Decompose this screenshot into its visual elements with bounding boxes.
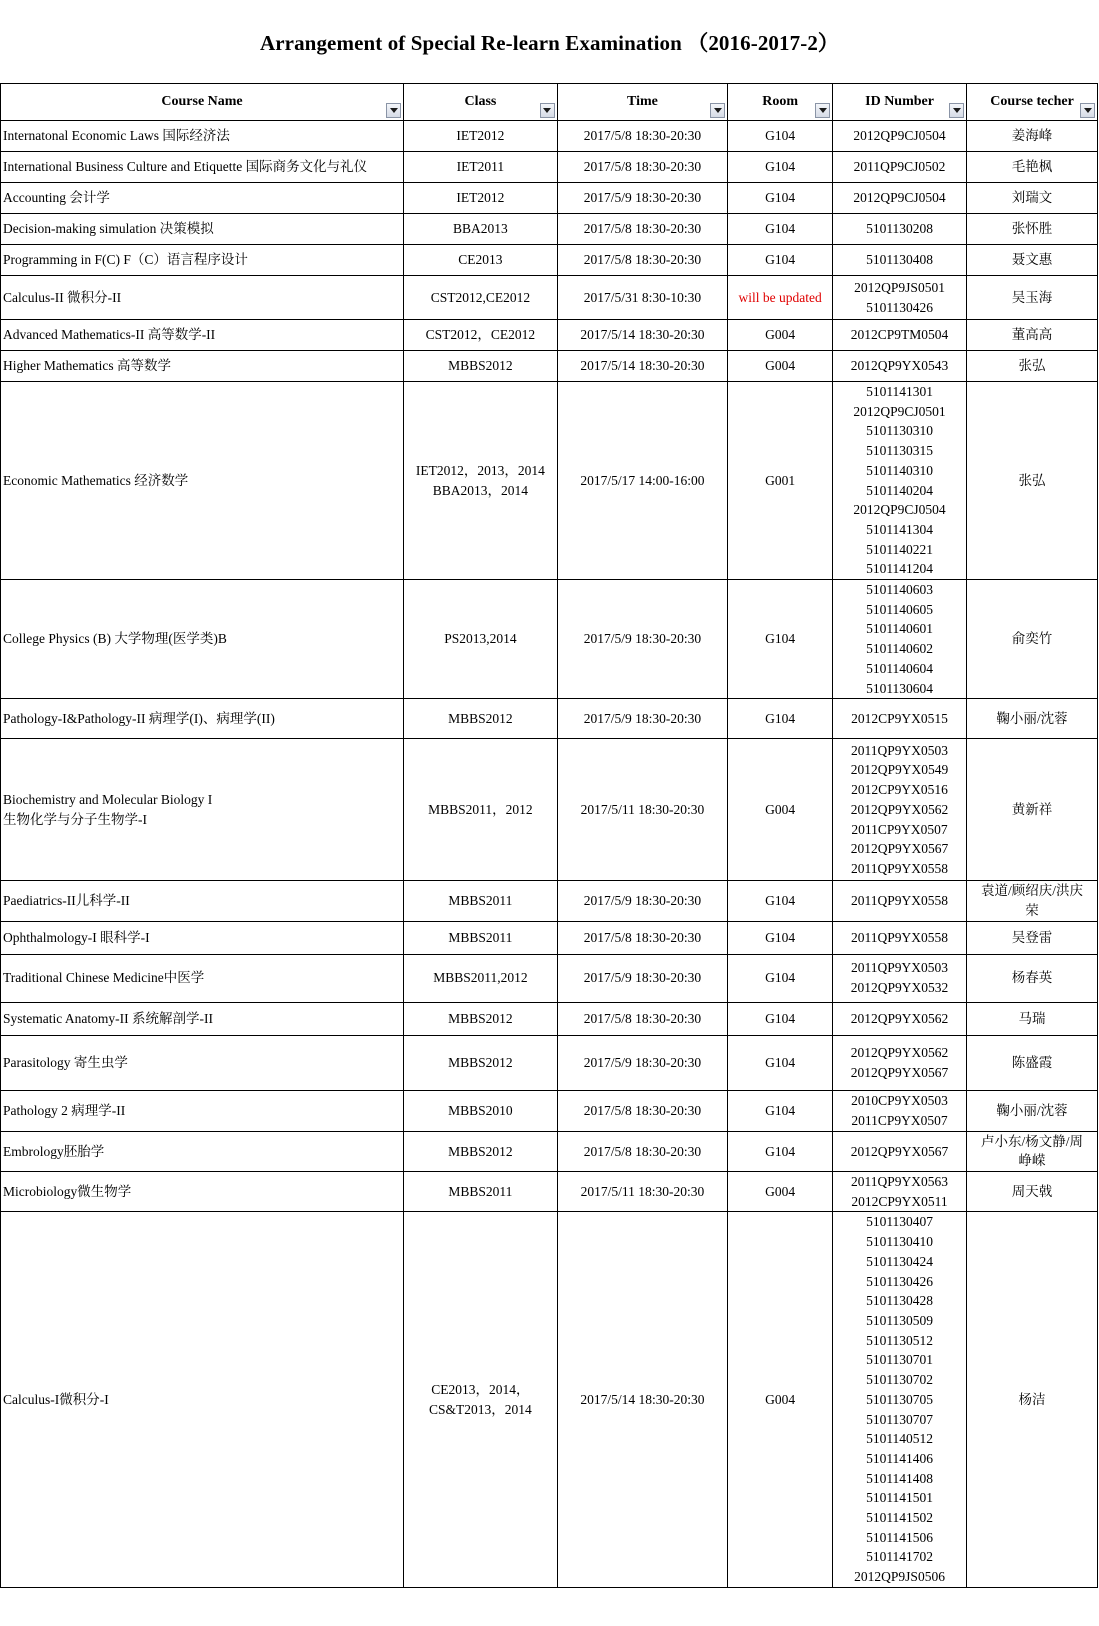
class-cell: [404, 1090, 558, 1131]
class-cell: [404, 1131, 558, 1171]
exam-table: [0, 83, 1098, 1588]
teacher-cell: [967, 245, 1098, 276]
teacher-cell: [967, 276, 1098, 320]
class-cell-line: MBBS2011: [448, 929, 513, 945]
course-name-cell: [1, 351, 404, 382]
id-number-cell-line: 5101130310: [866, 423, 934, 439]
room-cell: G104: [728, 152, 833, 183]
course-name-cell: [1, 1131, 404, 1171]
id-number-cell: [833, 954, 967, 1002]
class-cell-line: MBBS2011,2012: [433, 970, 528, 986]
class-cell-line: IET2012: [456, 128, 505, 144]
table-row: [1, 1002, 1098, 1035]
course-name-cell: [1, 1002, 404, 1035]
room-cell: G004: [728, 351, 833, 382]
id-number-cell: [833, 1131, 967, 1171]
id-number-cell-line: 5101130407: [866, 1214, 934, 1230]
course-name-cell: [1, 214, 404, 245]
filter-dropdown-icon[interactable]: [540, 103, 555, 118]
teacher-cell: [967, 1131, 1098, 1171]
class-cell: [404, 152, 558, 183]
id-number-cell-line: 2012QP9YX0567: [850, 1143, 949, 1159]
table-row: [1, 152, 1098, 183]
room-cell: G104: [728, 121, 833, 152]
id-number-cell-line: 5101140604: [866, 660, 934, 676]
class-cell-line: MBBS2012: [448, 358, 513, 374]
id-number-cell: [833, 382, 967, 580]
teacher-cell-line: 袁道/顾绍庆/洪庆: [981, 883, 1084, 899]
class-cell-line: CE2013，2014，: [431, 1381, 530, 1397]
course-name-cell-line: Embrology胚胎学: [3, 1143, 105, 1159]
time-cell: 2017/5/8 18:30-20:30: [557, 121, 727, 152]
id-number-cell-line: 5101130702: [866, 1372, 934, 1388]
id-number-cell-line: 5101130410: [866, 1234, 934, 1250]
class-cell: [404, 954, 558, 1002]
id-number-cell-line: 2012QP9CJ0504: [853, 502, 946, 518]
id-number-cell-line: 5101141304: [866, 521, 934, 537]
teacher-cell-line: 吴玉海: [1011, 289, 1053, 305]
class-cell-line: IET2012，2013，2014: [415, 462, 545, 478]
class-cell-line: PS2013,2014: [444, 631, 517, 647]
header-room: Room: [728, 84, 833, 121]
room-cell: G004: [728, 739, 833, 881]
id-number-cell-line: 2012CP9TM0504: [850, 327, 949, 343]
class-cell-line: MBBS2011: [448, 1183, 513, 1199]
class-cell-line: MBBS2012: [448, 1054, 513, 1070]
room-cell: G104: [728, 699, 833, 739]
teacher-cell-line: 聂文惠: [1011, 252, 1053, 268]
time-cell: 2017/5/11 18:30-20:30: [557, 739, 727, 881]
class-cell-line: MBBS2011，2012: [428, 801, 533, 817]
course-name-cell-line: Microbiology微生物学: [3, 1183, 132, 1199]
header-course-name: Course Name: [1, 84, 404, 121]
teacher-cell-line: 峥嵘: [1018, 1153, 1046, 1169]
teacher-cell: [967, 320, 1098, 351]
table-row: [1, 382, 1098, 580]
room-cell: G104: [728, 881, 833, 921]
id-number-cell-line: 2011QP9YX0563: [851, 1174, 949, 1190]
course-name-cell-line: Decision-making simulation 决策模拟: [3, 221, 214, 237]
time-cell: 2017/5/8 18:30-20:30: [557, 1131, 727, 1171]
teacher-cell: [967, 881, 1098, 921]
room-cell: G104: [728, 921, 833, 954]
room-cell: G104: [728, 245, 833, 276]
page-title: Arrangement of Special Re-learn Examination （2016-2017-2）: [259, 31, 840, 55]
course-name-cell: [1, 183, 404, 214]
id-number-cell: [833, 121, 967, 152]
class-cell-line: BBA2013，2014: [432, 482, 529, 498]
teacher-cell-line: 俞奕竹: [1011, 631, 1053, 647]
id-number-cell-line: 5101130705: [866, 1391, 934, 1407]
filter-dropdown-icon[interactable]: [949, 103, 964, 118]
id-number-cell-line: 2012QP9YX0562: [850, 1044, 949, 1060]
id-number-cell-line: 2012QP9CJ0504: [853, 128, 946, 144]
class-cell: [404, 351, 558, 382]
room-cell: G104: [728, 1002, 833, 1035]
filter-dropdown-icon[interactable]: [815, 103, 830, 118]
teacher-cell-line: 陈盛霞: [1011, 1054, 1053, 1070]
course-name-cell: [1, 320, 404, 351]
id-number-cell-line: 2012CP9YX0511: [851, 1193, 948, 1209]
teacher-cell-line: 杨洁: [1018, 1391, 1046, 1407]
time-cell: 2017/5/14 18:30-20:30: [557, 1212, 727, 1587]
course-name-cell: [1, 954, 404, 1002]
filter-dropdown-icon[interactable]: [386, 103, 401, 118]
id-number-cell-line: 5101130509: [866, 1312, 934, 1328]
course-name-cell: [1, 580, 404, 699]
id-number-cell-line: 5101130707: [866, 1411, 934, 1427]
id-number-cell-line: 5101130424: [866, 1253, 934, 1269]
class-cell: [404, 1035, 558, 1090]
class-cell-line: CST2012，CE2012: [425, 327, 536, 343]
id-number-cell: [833, 921, 967, 954]
id-number-cell-line: 5101130426: [866, 1273, 934, 1289]
header-time: Time: [557, 84, 727, 121]
header-course-teacher: Course techer: [967, 84, 1098, 121]
class-cell: [404, 183, 558, 214]
room-cell: G104: [728, 580, 833, 699]
id-number-cell: [833, 1090, 967, 1131]
teacher-cell: [967, 1212, 1098, 1587]
id-number-cell-line: 2012CP9YX0516: [851, 782, 948, 798]
id-number-cell-line: 5101130701: [866, 1352, 934, 1368]
id-number-cell-line: 2011QP9YX0558: [851, 861, 949, 876]
class-cell-line: IET2011: [456, 159, 505, 175]
table-row: [1, 183, 1098, 214]
course-name-cell: [1, 881, 404, 921]
course-name-cell-line: Advanced Mathematics-II 高等数学-II: [3, 327, 216, 343]
room-cell: will be updated: [728, 276, 833, 320]
course-name-cell: [1, 276, 404, 320]
teacher-cell-line: 鞠小丽/沈蓉: [996, 710, 1068, 726]
class-cell: [404, 921, 558, 954]
id-number-cell-line: 5101141301: [866, 384, 934, 399]
id-number-cell: [833, 320, 967, 351]
teacher-cell-line: 董高高: [1011, 327, 1053, 343]
id-number-cell-line: 5101141204: [866, 561, 934, 577]
teacher-cell-line: 荣: [1025, 902, 1039, 918]
class-cell: [404, 881, 558, 921]
course-name-cell-line: Pathology 2 病理学-II: [3, 1102, 126, 1118]
time-cell: 2017/5/14 18:30-20:30: [557, 320, 727, 351]
course-name-cell: [1, 1172, 404, 1212]
id-number-cell: [833, 881, 967, 921]
teacher-cell-line: 周天戟: [1011, 1183, 1053, 1199]
id-number-cell: [833, 1002, 967, 1035]
time-cell: 2017/5/9 18:30-20:30: [557, 954, 727, 1002]
class-cell: [404, 320, 558, 351]
id-number-cell-line: 5101141702: [866, 1549, 934, 1565]
table-row: [1, 1172, 1098, 1212]
id-number-cell-line: 2012QP9YX0562: [850, 1010, 949, 1026]
teacher-cell: [967, 580, 1098, 699]
teacher-cell: [967, 351, 1098, 382]
teacher-cell-line: 张怀胜: [1011, 221, 1053, 237]
teacher-cell: [967, 699, 1098, 739]
course-name-cell: [1, 1090, 404, 1131]
table-row: [1, 1212, 1098, 1587]
time-cell: 2017/5/11 18:30-20:30: [557, 1172, 727, 1212]
course-name-cell-line: 生物化学与分子生物学-I: [3, 811, 147, 827]
teacher-cell: [967, 382, 1098, 580]
teacher-cell: [967, 152, 1098, 183]
table-row: [1, 214, 1098, 245]
id-number-cell-line: 5101140310: [866, 462, 934, 478]
time-cell: 2017/5/9 18:30-20:30: [557, 1035, 727, 1090]
teacher-cell: [967, 921, 1098, 954]
course-name-cell: [1, 245, 404, 276]
teacher-cell-line: 吴登雷: [1011, 929, 1053, 945]
id-number-cell: [833, 245, 967, 276]
id-number-cell-line: 2011QP9CJ0502: [853, 159, 946, 175]
room-cell: G004: [728, 320, 833, 351]
room-cell: G004: [728, 1172, 833, 1212]
table-body: [1, 121, 1098, 1588]
class-cell: [404, 276, 558, 320]
table-row: [1, 1131, 1098, 1171]
teacher-cell: [967, 121, 1098, 152]
course-name-cell-line: Biochemistry and Molecular Biology I: [3, 792, 213, 808]
course-name-cell: [1, 382, 404, 580]
teacher-cell-line: 姜海峰: [1011, 128, 1053, 144]
filter-dropdown-icon[interactable]: [1080, 103, 1095, 118]
table-row: [1, 954, 1098, 1002]
time-cell: 2017/5/17 14:00-16:00: [557, 382, 727, 580]
teacher-cell-line: 杨春英: [1011, 970, 1053, 986]
id-number-cell: [833, 214, 967, 245]
course-name-cell-line: Pathology-I&Pathology-II 病理学(I)、病理学(II): [3, 710, 275, 726]
time-cell: 2017/5/14 18:30-20:30: [557, 351, 727, 382]
id-number-cell-line: 5101140602: [866, 641, 934, 657]
teacher-cell-line: 刘瑞文: [1011, 190, 1053, 206]
teacher-cell-line: 张弘: [1018, 472, 1046, 488]
id-number-cell-line: 5101140204: [866, 482, 934, 498]
time-cell: 2017/5/9 18:30-20:30: [557, 881, 727, 921]
table-row: [1, 320, 1098, 351]
teacher-cell: [967, 183, 1098, 214]
time-cell: 2017/5/8 18:30-20:30: [557, 214, 727, 245]
id-number-cell-line: 5101130208: [866, 221, 934, 237]
room-cell: G004: [728, 1212, 833, 1587]
id-number-cell-line: 2012QP9YX0562: [850, 801, 949, 817]
id-number-cell: [833, 1172, 967, 1212]
time-cell: 2017/5/8 18:30-20:30: [557, 1090, 727, 1131]
header-class: Class: [404, 84, 558, 121]
teacher-cell: [967, 1002, 1098, 1035]
time-cell: 2017/5/8 18:30-20:30: [557, 245, 727, 276]
teacher-cell: [967, 954, 1098, 1002]
id-number-cell-line: 2012QP9JS0501: [854, 279, 945, 295]
id-number-cell: [833, 351, 967, 382]
room-cell: G104: [728, 214, 833, 245]
teacher-cell-line: 卢小东/杨文静/周: [981, 1133, 1084, 1149]
id-number-cell-line: 5101130315: [866, 443, 934, 459]
course-name-cell: [1, 121, 404, 152]
course-name-cell-line: Calculus-II 微积分-II: [3, 289, 122, 305]
header-row: [1, 84, 1098, 121]
id-number-cell-line: 2011CP9YX0507: [851, 1112, 948, 1128]
class-cell: [404, 245, 558, 276]
room-cell: G001: [728, 382, 833, 580]
course-name-cell-line: Programming in F(C) F（C）语言程序设计: [3, 252, 248, 268]
class-cell-line: CST2012,CE2012: [430, 289, 531, 305]
course-name-cell-line: Higher Mathematics 高等数学: [3, 358, 171, 374]
course-name-cell: [1, 921, 404, 954]
class-cell: [404, 1002, 558, 1035]
id-number-cell-line: 5101141506: [866, 1529, 934, 1545]
course-name-cell-line: Paediatrics-II儿科学-II: [3, 893, 130, 909]
id-number-cell-line: 5101141406: [866, 1450, 934, 1466]
teacher-cell-line: 黄新祥: [1011, 801, 1053, 817]
id-number-cell: [833, 183, 967, 214]
id-number-cell-line: 2011QP9YX0558: [851, 893, 949, 909]
course-name-cell-line: Ophthalmology-I 眼科学-I: [3, 929, 150, 945]
teacher-cell: [967, 1172, 1098, 1212]
class-cell-line: MBBS2010: [448, 1102, 513, 1118]
id-number-cell-line: 5101140603: [866, 582, 934, 598]
id-number-cell-line: 2011QP9YX0503: [851, 960, 949, 976]
id-number-cell-line: 5101141501: [866, 1490, 934, 1506]
class-cell: [404, 382, 558, 580]
class-cell: [404, 1212, 558, 1587]
id-number-cell-line: 2012QP9YX0567: [850, 1064, 949, 1080]
course-name-cell: [1, 739, 404, 881]
id-number-cell-line: 5101140601: [866, 621, 934, 637]
table-row: [1, 1090, 1098, 1131]
teacher-cell: [967, 1090, 1098, 1131]
id-number-cell: [833, 699, 967, 739]
filter-dropdown-icon[interactable]: [710, 103, 725, 118]
course-name-cell: [1, 152, 404, 183]
course-name-cell: [1, 1035, 404, 1090]
class-cell: [404, 214, 558, 245]
table-row: [1, 351, 1098, 382]
id-number-cell-line: 2012QP9YX0567: [850, 841, 949, 857]
time-cell: 2017/5/9 18:30-20:30: [557, 699, 727, 739]
class-cell: [404, 580, 558, 699]
teacher-cell: [967, 739, 1098, 881]
course-name-cell-line: International Business Culture and Etiquette 国际商务文化与礼仪: [3, 159, 368, 175]
class-cell: [404, 121, 558, 152]
id-number-cell-line: 2010CP9YX0503: [851, 1092, 948, 1108]
id-number-cell-line: 2011QP9YX0558: [851, 929, 949, 945]
time-cell: 2017/5/8 18:30-20:30: [557, 1002, 727, 1035]
course-name-cell-line: College Physics (B) 大学物理(医学类)B: [3, 631, 227, 647]
teacher-cell-line: 马瑞: [1018, 1010, 1046, 1026]
id-number-cell: [833, 152, 967, 183]
id-number-cell-line: 5101130426: [866, 299, 934, 315]
id-number-cell-line: 5101130512: [866, 1332, 934, 1348]
course-name-cell-line: Parasitology 寄生虫学: [3, 1054, 128, 1070]
course-name-cell: [1, 1212, 404, 1587]
id-number-cell: [833, 276, 967, 320]
teacher-cell-line: 张弘: [1018, 358, 1046, 374]
course-name-cell: [1, 699, 404, 739]
time-cell: 2017/5/9 18:30-20:30: [557, 183, 727, 214]
id-number-cell: [833, 1035, 967, 1090]
room-cell: G104: [728, 1131, 833, 1171]
id-number-cell-line: 5101140512: [866, 1431, 934, 1447]
room-cell: G104: [728, 1090, 833, 1131]
table-row: [1, 245, 1098, 276]
class-cell-line: MBBS2012: [448, 1143, 513, 1159]
id-number-cell-line: 5101140221: [866, 541, 934, 557]
id-number-cell-line: 5101140605: [866, 601, 934, 617]
id-number-cell-line: 2011QP9YX0503: [851, 742, 949, 758]
id-number-cell: [833, 739, 967, 881]
id-number-cell-line: 5101141502: [866, 1510, 934, 1526]
table-row: [1, 1035, 1098, 1090]
class-cell-line: IET2012: [456, 190, 505, 206]
course-name-cell-line: Traditional Chinese Medicine中医学: [3, 970, 205, 986]
id-number-cell-line: 2012QP9CJ0501: [853, 403, 946, 419]
course-name-cell-line: Economic Mathematics 经济数学: [3, 472, 189, 488]
class-cell: [404, 739, 558, 881]
id-number-cell-line: 5101130428: [866, 1293, 934, 1309]
teacher-cell: [967, 1035, 1098, 1090]
id-number-cell-line: 2012CP9YX0515: [851, 710, 948, 726]
id-number-cell: [833, 580, 967, 699]
class-cell-line: MBBS2012: [448, 710, 513, 726]
class-cell-line: MBBS2011: [448, 893, 513, 909]
class-cell-line: CS&T2013，2014: [429, 1401, 532, 1417]
course-name-cell-line: Accounting 会计学: [3, 190, 110, 206]
id-number-cell-line: 2012QP9CJ0504: [853, 190, 946, 206]
id-number-cell: [833, 1212, 967, 1587]
teacher-cell-line: 毛艳枫: [1011, 159, 1053, 175]
class-cell: [404, 699, 558, 739]
class-cell-line: CE2013: [458, 252, 503, 268]
course-name-cell-line: Systematic Anatomy-II 系统解剖学-II: [3, 1010, 213, 1026]
teacher-cell: [967, 214, 1098, 245]
table-row: [1, 921, 1098, 954]
course-name-cell-line: Internatonal Economic Laws 国际经济法: [3, 128, 230, 144]
id-number-cell-line: 5101130408: [866, 252, 934, 268]
class-cell-line: BBA2013: [453, 221, 508, 237]
time-cell: 2017/5/9 18:30-20:30: [557, 580, 727, 699]
id-number-cell-line: 2012QP9YX0549: [850, 762, 949, 778]
table-row: [1, 699, 1098, 739]
id-number-cell-line: 5101130604: [866, 680, 934, 696]
time-cell: 2017/5/8 18:30-20:30: [557, 152, 727, 183]
table-row: [1, 580, 1098, 699]
id-number-cell-line: 2012QP9YX0543: [850, 358, 949, 374]
id-number-cell-line: 5101141408: [866, 1470, 934, 1486]
course-name-cell-line: Calculus-I微积分-I: [3, 1391, 109, 1407]
class-cell-line: MBBS2012: [448, 1010, 513, 1026]
teacher-cell-line: 鞠小丽/沈蓉: [996, 1102, 1068, 1118]
room-cell: G104: [728, 183, 833, 214]
time-cell: 2017/5/31 8:30-10:30: [557, 276, 727, 320]
id-number-cell-line: 2012QP9YX0532: [850, 980, 949, 996]
class-cell: [404, 1172, 558, 1212]
room-cell: G104: [728, 1035, 833, 1090]
table-row: [1, 276, 1098, 320]
id-number-cell-line: 2011CP9YX0507: [851, 821, 948, 837]
table-row: [1, 881, 1098, 921]
id-number-cell-line: 2012QP9JS0506: [854, 1569, 945, 1585]
header-id-number: ID Number: [833, 84, 967, 121]
table-row: [1, 121, 1098, 152]
table-row: [1, 739, 1098, 881]
room-cell: G104: [728, 954, 833, 1002]
time-cell: 2017/5/8 18:30-20:30: [557, 921, 727, 954]
